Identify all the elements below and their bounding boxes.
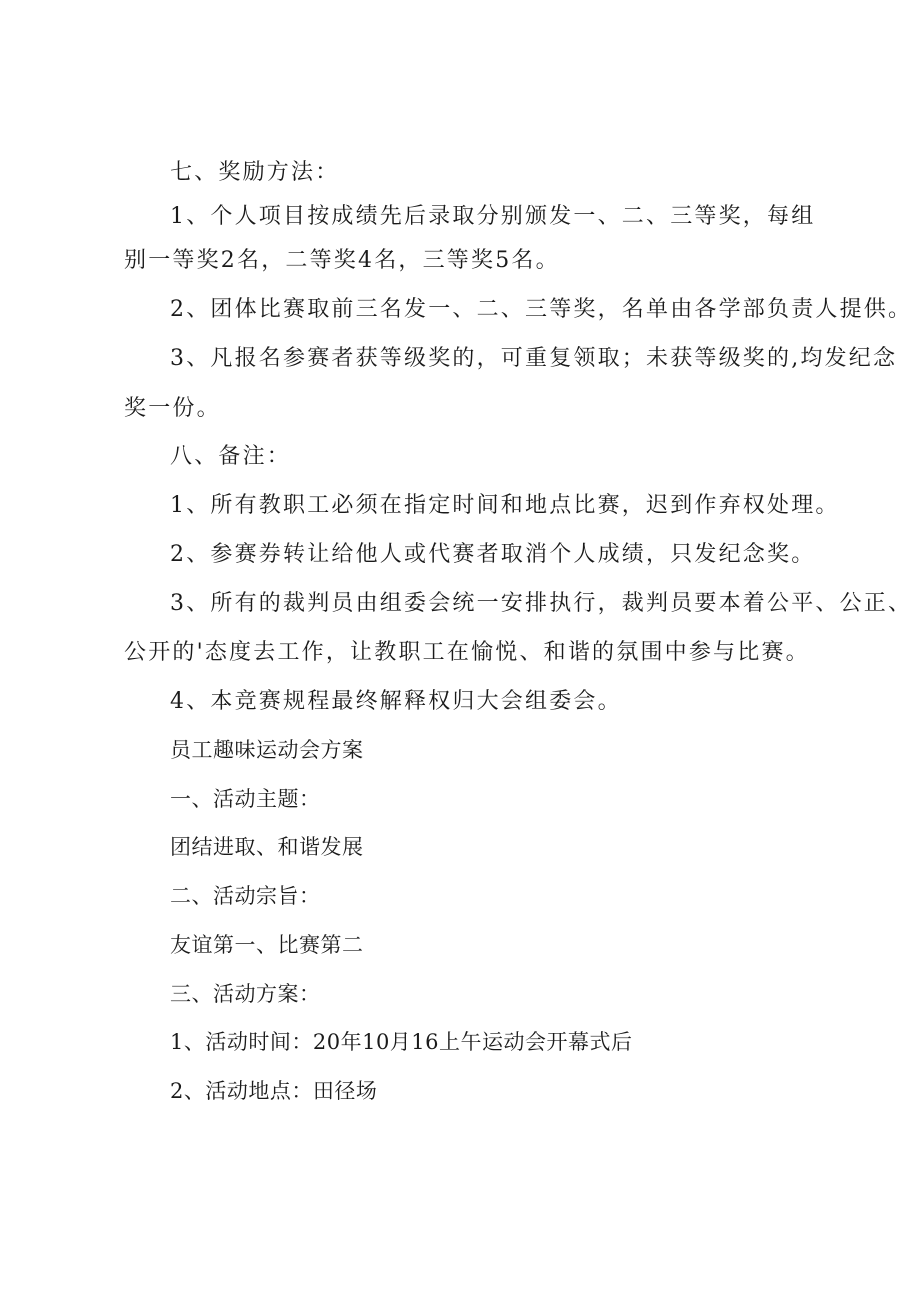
paragraph-line: 奖一份。 [124, 396, 221, 421]
paragraph-line: 3、所有的裁判员由组委会统一安排执行，裁判员要本着公平、公正、 [170, 591, 913, 616]
document-title: 员工趣味运动会方案 [170, 738, 364, 762]
paragraph-line: 别一等奖2名，二等奖4名，三等奖5名。 [124, 248, 560, 273]
paragraph-line: 友谊第一、比赛第二 [170, 933, 364, 957]
paragraph-line: 4、本竞赛规程最终解释权归大会组委会。 [170, 689, 622, 714]
section-heading-theme: 一、活动主题： [170, 787, 321, 811]
paragraph-line: 2、团体比赛取前三名发一、二、三等奖，名单由各学部负责人提供。 [170, 297, 913, 322]
paragraph-line: 3、凡报名参赛者获等级奖的，可重复领取；未获等级奖的,均发纪念 [170, 346, 898, 371]
section-heading-notes: 八、备注： [170, 444, 292, 469]
section-heading-rewards: 七、奖励方法： [170, 160, 340, 185]
paragraph-line: 公开的'态度去工作，让教职工在愉悦、和谐的氛围中参与比赛。 [124, 640, 810, 665]
paragraph-line: 1、个人项目按成绩先后录取分别颁发一、二、三等奖，每组 [170, 204, 816, 229]
paragraph-line: 1、活动时间：20年10月16上午运动会开幕式后 [170, 1030, 633, 1054]
paragraph-line: 1、所有教职工必须在指定时间和地点比赛，迟到作弃权处理。 [170, 493, 840, 518]
paragraph-line: 团结进取、和谐发展 [170, 835, 364, 859]
paragraph-line: 2、参赛券转让给他人或代赛者取消个人成绩，只发纪念奖。 [170, 542, 816, 567]
section-heading-plan: 三、活动方案： [170, 982, 321, 1006]
section-heading-purpose: 二、活动宗旨： [170, 884, 321, 908]
paragraph-line: 2、活动地点：田径场 [170, 1079, 378, 1103]
